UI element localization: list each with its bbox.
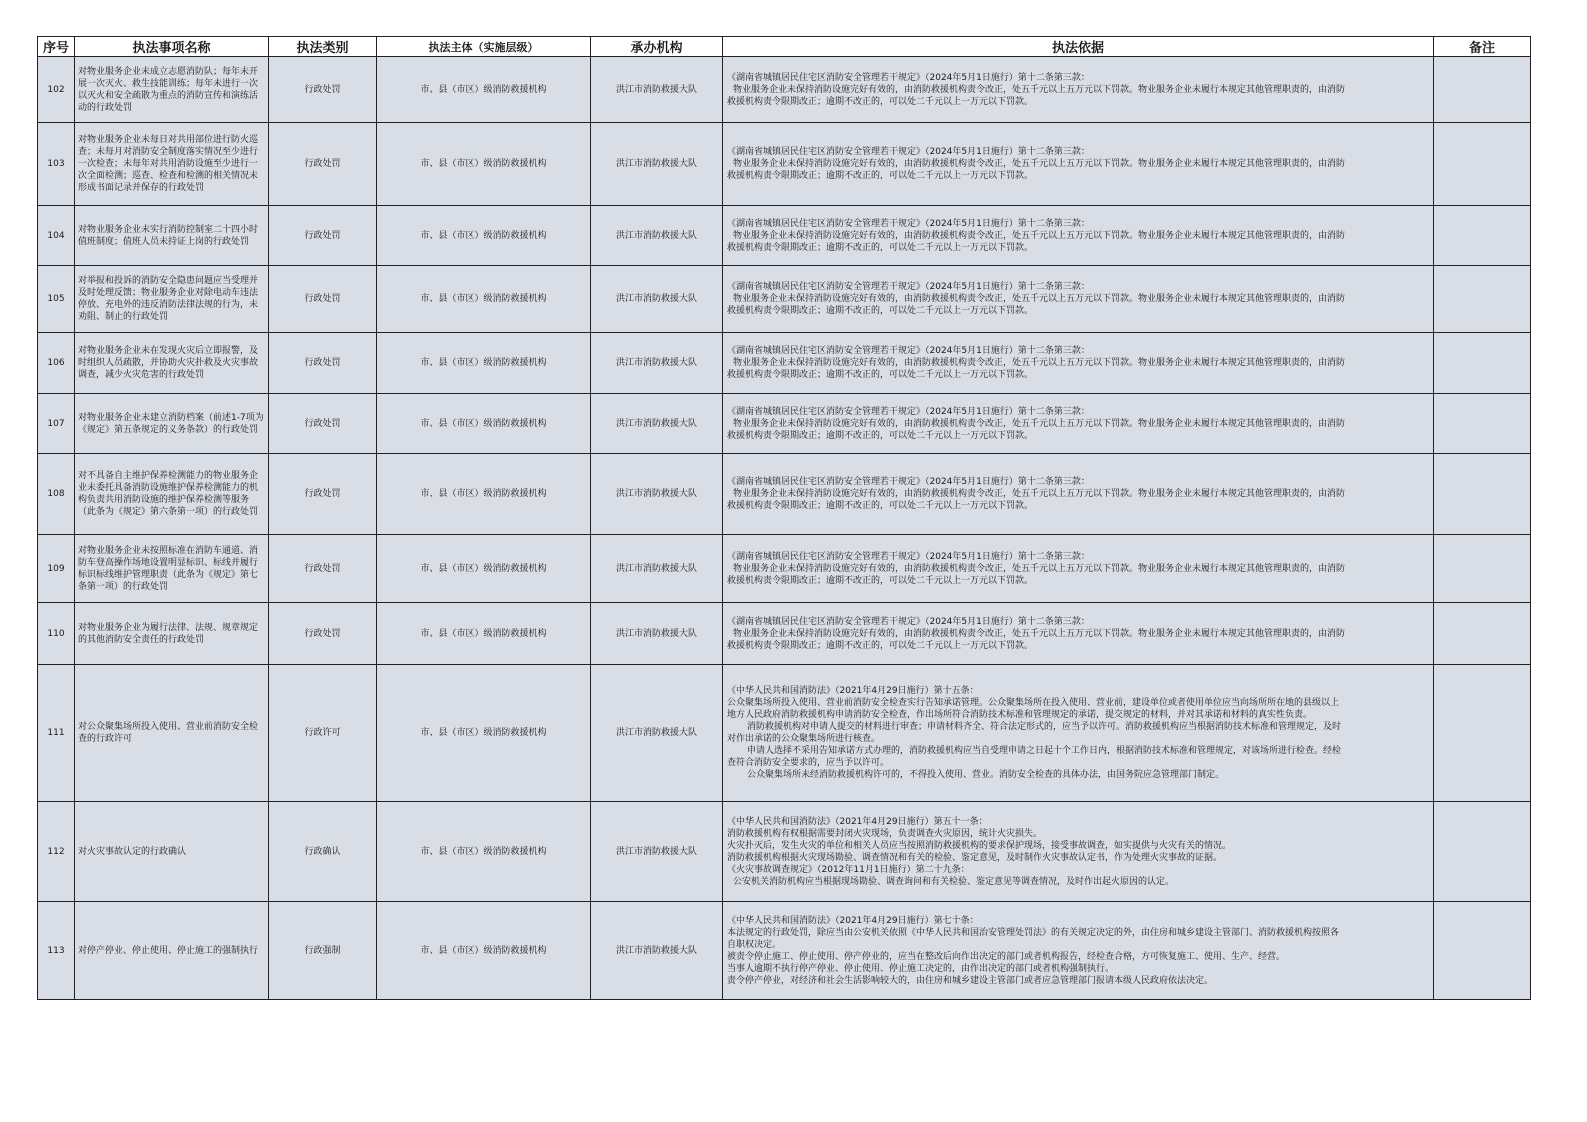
row-basis	[723, 394, 1434, 454]
row-basis	[723, 665, 1434, 802]
row-basis	[723, 535, 1434, 603]
basis-line: 《湖南省城镇居民住宅区消防安全管理若干规定》（2024年5月1日施行）第十二条第三款：	[727, 406, 1090, 417]
row-remark	[1434, 266, 1531, 333]
row-basis	[723, 454, 1434, 535]
basis-line: 《湖南省城镇居民住宅区消防安全管理若干规定》（2024年5月1日施行）第十二条第三款：	[727, 147, 1090, 157]
row-remark	[1434, 57, 1531, 123]
row-subject: 市、县（市区）级消防救援机构	[377, 454, 591, 535]
row-seq: 111	[38, 665, 75, 802]
row-category: 行政处罚	[269, 206, 377, 266]
row-category: 行政处罚	[269, 454, 377, 535]
basis-line: 《湖南省城镇居民住宅区消防安全管理若干规定》（2024年5月1日施行）第十二条第三款：	[727, 346, 1090, 356]
basis-line: 物业服务企业未保持消防设施完好有效的，由消防救援机构责令改正，处五千元以上五万元以下罚款。物业服务企业未履行本规定其他管理职责的，由消防	[733, 358, 1346, 368]
basis-line: 《湖南省城镇居民住宅区消防安全管理若干规定》（2024年5月1日施行）第十二条第三款：	[727, 616, 1090, 627]
row-remark	[1434, 454, 1531, 535]
header-org: 承办机构	[591, 37, 723, 57]
table-row	[38, 333, 1531, 394]
row-seq: 106	[38, 333, 75, 394]
row-category: 行政处罚	[269, 535, 377, 603]
row-basis	[723, 333, 1434, 394]
header-seq: 序号	[38, 37, 75, 57]
row-seq: 113	[38, 902, 75, 1000]
basis-line: 消防救援机构对申请人提交的材料进行审查；申请材料齐全、符合法定形式的，应当予以许可。消防救援机构应当根据消防技术标准和管理规定，及时	[747, 722, 1342, 732]
header-subject: 执法主体（实施层级）	[377, 37, 591, 57]
row-category: 行政处罚	[269, 603, 377, 665]
row-category: 行政确认	[269, 802, 377, 902]
row-remark	[1434, 123, 1531, 206]
basis-line: 救援机构责令限期改正；逾期不改正的，可以处二千元以上一万元以下罚款。	[727, 242, 1034, 253]
basis-line: 地方人民政府消防救援机构申请消防安全检查，作出场所符合消防技术标准和管理规定的承诺，提交规定的材料，并对其承诺和材料的真实性负责。	[727, 710, 1313, 720]
basis-line: 《中华人民共和国消防法》（2021年4月29日施行）第七十条：	[727, 915, 979, 926]
basis-line: 救援机构责令限期改正；逾期不改正的，可以处二千元以上一万元以下罚款。	[727, 96, 1034, 107]
row-org: 洪江市消防救援大队	[591, 57, 723, 123]
row-seq: 109	[38, 535, 75, 603]
row-seq: 102	[38, 57, 75, 123]
row-org: 洪江市消防救援大队	[591, 535, 723, 603]
row-category: 行政处罚	[269, 394, 377, 454]
table-header-row	[38, 37, 1531, 57]
row-category: 行政处罚	[269, 266, 377, 333]
basis-line: 《湖南省城镇居民住宅区消防安全管理若干规定》（2024年5月1日施行）第十二条第三款：	[727, 477, 1090, 487]
basis-line: 《湖南省城镇居民住宅区消防安全管理若干规定》（2024年5月1日施行）第十二条第三款：	[727, 551, 1090, 562]
basis-line: 公众聚集场所投入使用、营业前消防安全检查实行告知承诺管理。公众聚集场所在投入使用、营业前，建设单位或者使用单位应当向场所所在地的县级以上	[727, 698, 1340, 708]
basis-line: 物业服务企业未保持消防设施完好有效的，由消防救援机构责令改正，处五千元以上五万元以下罚款。物业服务企业未履行本规定其他管理职责的，由消防	[733, 489, 1346, 499]
row-item-name: 对公众聚集场所投入使用、营业前消防安全检查的行政许可	[75, 665, 269, 802]
row-org: 洪江市消防救援大队	[591, 266, 723, 333]
row-org: 洪江市消防救援大队	[591, 394, 723, 454]
basis-line: 物业服务企业未保持消防设施完好有效的，由消防救援机构责令改正，处五千元以上五万元以下罚款。物业服务企业未履行本规定其他管理职责的，由消防	[733, 418, 1346, 429]
basis-line: 《湖南省城镇居民住宅区消防安全管理若干规定》（2024年5月1日施行）第十二条第三款：	[727, 72, 1090, 83]
header-name: 执法事项名称	[75, 37, 269, 57]
row-basis	[723, 603, 1434, 665]
row-item-name: 对举报和投诉的消防安全隐患问题应当受理并及时处理反馈；物业服务企业对除电动车违法停放、充电外的违反消防法律法规的行为，未劝阻、制止的行政处罚	[75, 266, 269, 333]
basis-line: 公安机关消防机构应当根据现场勘验、调查询问和有关检验、鉴定意见等调查情况，及时作出起火原因的认定。	[733, 876, 1175, 887]
table-row	[38, 266, 1531, 333]
enforcement-items-table	[37, 36, 1531, 1000]
row-subject: 市、县（市区）级消防救援机构	[377, 394, 591, 454]
row-subject: 市、县（市区）级消防救援机构	[377, 902, 591, 1000]
basis-line: 物业服务企业未保持消防设施完好有效的，由消防救援机构责令改正，处五千元以上五万元以下罚款。物业服务企业未履行本规定其他管理职责的，由消防	[733, 159, 1346, 169]
row-seq: 112	[38, 802, 75, 902]
basis-line: 《中华人民共和国消防法》（2021年4月29日施行）第十五条：	[727, 686, 979, 696]
basis-line: 本法规定的行政处罚，除应当由公安机关依照《中华人民共和国治安管理处罚法》的有关规定决定的外，由住房和城乡建设主管部门、消防救援机构按照各	[727, 927, 1340, 938]
basis-line: 《湖南省城镇居民住宅区消防安全管理若干规定》（2024年5月1日施行）第十二条第三款：	[727, 282, 1090, 292]
row-org: 洪江市消防救援大队	[591, 802, 723, 902]
basis-line: 《火灾事故调查规定》（2012年11月1日施行）第二十九条：	[727, 864, 970, 875]
row-basis	[723, 266, 1434, 333]
table-row	[38, 123, 1531, 206]
row-seq: 107	[38, 394, 75, 454]
row-item-name: 对不具备自主维护保养检测能力的物业服务企业未委托具备消防设施维护保养检测能力的机构负责共用消防设施的维护保养检测等服务（此条为《规定》第六条第一项）的行政处罚	[75, 454, 269, 535]
row-subject: 市、县（市区）级消防救援机构	[377, 802, 591, 902]
table-row	[38, 603, 1531, 665]
row-subject: 市、县（市区）级消防救援机构	[377, 123, 591, 206]
basis-line: 《湖南省城镇居民住宅区消防安全管理若干规定》（2024年5月1日施行）第十二条第三款：	[727, 218, 1090, 229]
table-row	[38, 665, 1531, 802]
row-org: 洪江市消防救援大队	[591, 454, 723, 535]
row-subject: 市、县（市区）级消防救援机构	[377, 333, 591, 394]
row-remark	[1434, 802, 1531, 902]
basis-line: 《中华人民共和国消防法》（2021年4月29日施行）第五十一条：	[727, 816, 988, 827]
header-basis: 执法依据	[723, 37, 1434, 57]
basis-line: 当事人逾期不执行停产停业、停止使用、停止施工决定的，由作出决定的部门或者机构强制执行。	[727, 963, 1115, 974]
table-row	[38, 902, 1531, 1000]
row-remark	[1434, 902, 1531, 1000]
row-remark	[1434, 603, 1531, 665]
row-seq: 103	[38, 123, 75, 206]
header-remark: 备注	[1434, 37, 1531, 57]
row-subject: 市、县（市区）级消防救援机构	[377, 57, 591, 123]
row-remark	[1434, 333, 1531, 394]
row-item-name: 对物业服务企业未建立消防档案（前述1-7项为《规定》第五条规定的义务条款）的行政处罚	[75, 394, 269, 454]
row-org: 洪江市消防救援大队	[591, 333, 723, 394]
row-remark	[1434, 535, 1531, 603]
row-org: 洪江市消防救援大队	[591, 603, 723, 665]
row-seq: 104	[38, 206, 75, 266]
row-item-name: 对物业服务企业未每日对共用部位进行防火巡查；未每月对消防安全制度落实情况至少进行一次检查；未每年对共用消防设施至少进行一次全面检测；巡查、检查和检测的相关情况未形成书面记录并保存的行政处罚	[75, 123, 269, 206]
row-seq: 105	[38, 266, 75, 333]
basis-line: 查符合消防安全要求的，应当予以许可。	[727, 758, 890, 768]
row-item-name: 对物业服务企业未实行消防控制室二十四小时值班制度；值班人员未持证上岗的行政处罚	[75, 206, 269, 266]
row-category: 行政许可	[269, 665, 377, 802]
basis-line: 消防救援机构有权根据需要封闭火灾现场，负责调查火灾原因，统计火灾损失。	[727, 828, 1043, 839]
table-row	[38, 394, 1531, 454]
row-category: 行政处罚	[269, 333, 377, 394]
row-org: 洪江市消防救援大队	[591, 123, 723, 206]
table-row	[38, 535, 1531, 603]
row-basis	[723, 802, 1434, 902]
row-subject: 市、县（市区）级消防救援机构	[377, 206, 591, 266]
row-seq: 108	[38, 454, 75, 535]
row-category: 行政处罚	[269, 57, 377, 123]
table-row	[38, 206, 1531, 266]
row-basis	[723, 206, 1434, 266]
basis-line: 物业服务企业未保持消防设施完好有效的，由消防救援机构责令改正，处五千元以上五万元以下罚款。物业服务企业未履行本规定其他管理职责的，由消防	[733, 294, 1346, 304]
row-item-name: 对物业服务企业未在发现火灾后立即报警，及时组织人员疏散，并协助火灾扑救及火灾事故调查，减少火灾危害的行政处罚	[75, 333, 269, 394]
row-org: 洪江市消防救援大队	[591, 206, 723, 266]
row-subject: 市、县（市区）级消防救援机构	[377, 535, 591, 603]
row-seq: 110	[38, 603, 75, 665]
basis-line: 物业服务企业未保持消防设施完好有效的，由消防救援机构责令改正，处五千元以上五万元以下罚款。物业服务企业未履行本规定其他管理职责的，由消防	[733, 628, 1346, 639]
basis-line: 物业服务企业未保持消防设施完好有效的，由消防救援机构责令改正，处五千元以上五万元以下罚款。物业服务企业未履行本规定其他管理职责的，由消防	[733, 563, 1346, 574]
table-row	[38, 454, 1531, 535]
row-category: 行政处罚	[269, 123, 377, 206]
enforcement-table-sheet	[37, 36, 1530, 1000]
header-category: 执法类别	[269, 37, 377, 57]
row-basis	[723, 123, 1434, 206]
row-remark	[1434, 665, 1531, 802]
basis-line: 救援机构责令限期改正；逾期不改正的，可以处二千元以上一万元以下罚款。	[727, 430, 1034, 441]
basis-line: 救援机构责令限期改正；逾期不改正的，可以处二千元以上一万元以下罚款。	[727, 370, 1034, 380]
row-basis	[723, 902, 1434, 1000]
row-item-name: 对火灾事故认定的行政确认	[75, 802, 269, 902]
basis-line: 救援机构责令限期改正；逾期不改正的，可以处二千元以上一万元以下罚款。	[727, 575, 1034, 586]
basis-line: 火灾扑灭后，发生火灾的单位和相关人员应当按照消防救援机构的要求保护现场，接受事故调查，如实提供与火灾有关的情况。	[727, 840, 1232, 851]
basis-line: 物业服务企业未保持消防设施完好有效的，由消防救援机构责令改正，处五千元以上五万元以下罚款。物业服务企业未履行本规定其他管理职责的，由消防	[733, 84, 1346, 95]
row-subject: 市、县（市区）级消防救援机构	[377, 603, 591, 665]
row-subject: 市、县（市区）级消防救援机构	[377, 665, 591, 802]
basis-line: 救援机构责令限期改正；逾期不改正的，可以处二千元以上一万元以下罚款。	[727, 171, 1034, 181]
basis-line: 救援机构责令限期改正；逾期不改正的，可以处二千元以上一万元以下罚款。	[727, 306, 1034, 316]
row-category: 行政强制	[269, 902, 377, 1000]
row-item-name: 对停产停业、停止使用、停止施工的强制执行	[75, 902, 269, 1000]
basis-line: 物业服务企业未保持消防设施完好有效的，由消防救援机构责令改正，处五千元以上五万元以下罚款。物业服务企业未履行本规定其他管理职责的，由消防	[733, 230, 1346, 241]
basis-line: 对作出承诺的公众聚集场所进行核查。	[727, 734, 881, 744]
row-org: 洪江市消防救援大队	[591, 902, 723, 1000]
row-remark	[1434, 394, 1531, 454]
row-org: 洪江市消防救援大队	[591, 665, 723, 802]
basis-line: 公众聚集场所未经消防救援机构许可的，不得投入使用、营业。消防安全检查的具体办法，由国务院应急管理部门制定。	[747, 770, 1225, 780]
row-remark	[1434, 206, 1531, 266]
table-row	[38, 57, 1531, 123]
row-item-name: 对物业服务企业未成立志愿消防队；每年未开展一次灭火、救生技能训练；每年未进行一次以灭火和安全疏散为重点的消防宣传和演练活动的行政处罚	[75, 57, 269, 123]
table-row	[38, 802, 1531, 902]
row-subject: 市、县（市区）级消防救援机构	[377, 266, 591, 333]
basis-line: 责令停产停业，对经济和社会生活影响较大的，由住房和城乡建设主管部门或者应急管理部门报请本级人民政府依法决定。	[727, 975, 1214, 986]
row-basis	[723, 57, 1434, 123]
basis-line: 救援机构责令限期改正；逾期不改正的，可以处二千元以上一万元以下罚款。	[727, 640, 1034, 651]
basis-line: 被责令停止施工、停止使用、停产停业的，应当在整改后向作出决定的部门或者机构报告，经检查合格，方可恢复施工、使用、生产、经营。	[727, 951, 1286, 962]
basis-line: 自职权决定。	[727, 939, 782, 950]
row-item-name: 对物业服务企业为履行法律、法规、规章规定的其他消防安全责任的行政处罚	[75, 603, 269, 665]
basis-line: 申请人选择不采用告知承诺方式办理的，消防救援机构应当自受理申请之日起十个工作日内，根据消防技术标准和管理规定，对该场所进行检查。经检	[747, 746, 1342, 756]
basis-line: 救援机构责令限期改正；逾期不改正的，可以处二千元以上一万元以下罚款。	[727, 501, 1034, 511]
basis-line: 消防救援机构根据火灾现场勘验、调查情况和有关的检验、鉴定意见，及时制作火灾事故认定书，作为处理火灾事故的证据。	[727, 852, 1223, 863]
row-item-name: 对物业服务企业未按照标准在消防车通道、消防车登高操作场地设置明显标识、标线并履行标识标线维护管理职责（此条为《规定》第七条第一项）的行政处罚	[75, 535, 269, 603]
